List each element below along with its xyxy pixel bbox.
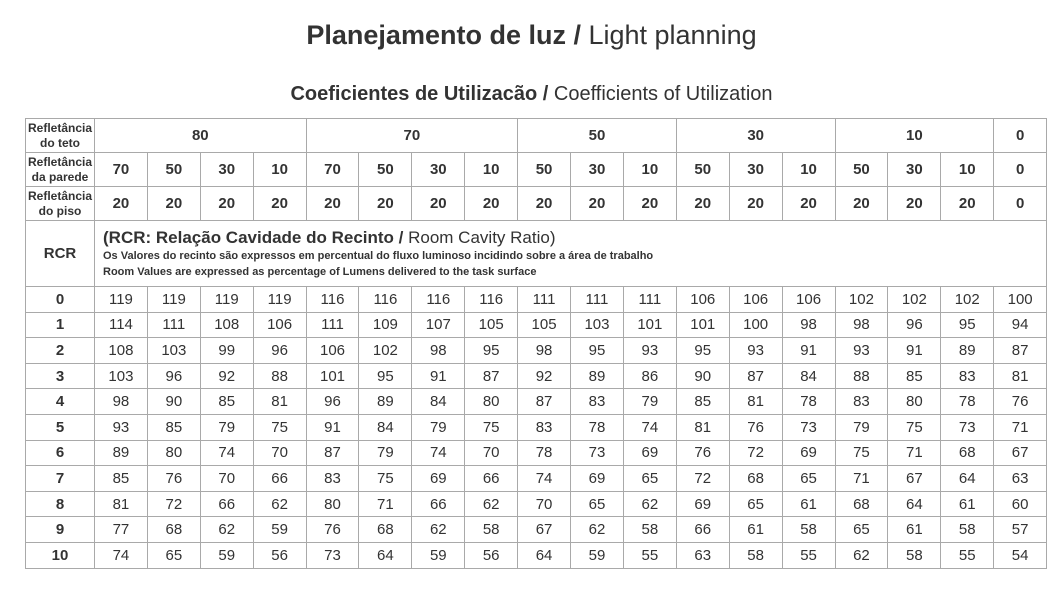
table-cell: 101	[676, 312, 729, 338]
table-cell: 116	[412, 287, 465, 313]
table-cell: 69	[676, 491, 729, 517]
floor-value: 20	[359, 187, 412, 221]
table-cell: 79	[835, 414, 888, 440]
floor-reflectance-row	[26, 187, 1047, 221]
ceiling-value: 80	[95, 119, 307, 153]
table-cell: 103	[571, 312, 624, 338]
table-cell: 77	[95, 517, 148, 543]
wall-value: 50	[518, 153, 571, 187]
table-cell: 58	[782, 517, 835, 543]
table-cell: 111	[147, 312, 200, 338]
table-cell: 109	[359, 312, 412, 338]
floor-value: 0	[994, 187, 1047, 221]
table-cell: 74	[95, 542, 148, 568]
table-cell: 70	[200, 466, 253, 492]
table-cell: 66	[412, 491, 465, 517]
ceiling-value: 10	[835, 119, 994, 153]
table-cell: 66	[465, 466, 518, 492]
table-cell: 73	[941, 414, 994, 440]
table-cell: 102	[359, 338, 412, 364]
table-cell: 80	[465, 389, 518, 415]
floor-value: 20	[623, 187, 676, 221]
wall-value: 50	[835, 153, 888, 187]
table-cell: 93	[623, 338, 676, 364]
table-cell: 73	[782, 414, 835, 440]
wall-value: 0	[994, 153, 1047, 187]
ceiling-value: 30	[676, 119, 835, 153]
table-cell: 87	[994, 338, 1047, 364]
rcr-row-label: 8	[26, 491, 95, 517]
rcr-header-row	[26, 221, 1047, 287]
wall-value: 70	[95, 153, 148, 187]
table-cell: 98	[95, 389, 148, 415]
table-cell: 74	[412, 440, 465, 466]
table-cell: 71	[994, 414, 1047, 440]
table-cell: 65	[782, 466, 835, 492]
table-cell: 58	[465, 517, 518, 543]
table-cell: 55	[941, 542, 994, 568]
table-row	[26, 517, 1047, 543]
table-cell: 83	[571, 389, 624, 415]
floor-value: 20	[306, 187, 359, 221]
coefficients-table	[25, 118, 1047, 569]
ceiling-value: 70	[306, 119, 518, 153]
table-cell: 68	[941, 440, 994, 466]
table-cell: 106	[782, 287, 835, 313]
rcr-row-label: 1	[26, 312, 95, 338]
table-cell: 66	[200, 491, 253, 517]
table-cell: 102	[888, 287, 941, 313]
table-cell: 111	[623, 287, 676, 313]
table-cell: 79	[359, 440, 412, 466]
table-cell: 61	[941, 491, 994, 517]
table-cell: 62	[623, 491, 676, 517]
floor-value: 20	[200, 187, 253, 221]
table-cell: 98	[518, 338, 571, 364]
table-cell: 75	[359, 466, 412, 492]
table-cell: 116	[359, 287, 412, 313]
floor-value: 20	[888, 187, 941, 221]
rcr-description	[95, 221, 1047, 287]
table-cell: 75	[465, 414, 518, 440]
table-cell: 87	[518, 389, 571, 415]
table-cell: 95	[941, 312, 994, 338]
table-cell: 88	[835, 363, 888, 389]
table-cell: 106	[729, 287, 782, 313]
table-cell: 106	[253, 312, 306, 338]
table-cell: 79	[412, 414, 465, 440]
table-cell: 74	[200, 440, 253, 466]
table-cell: 103	[147, 338, 200, 364]
table-cell: 84	[412, 389, 465, 415]
table-cell: 78	[571, 414, 624, 440]
table-cell: 75	[253, 414, 306, 440]
table-cell: 61	[729, 517, 782, 543]
rcr-row-label: 2	[26, 338, 95, 364]
table-cell: 59	[200, 542, 253, 568]
rcr-row-label: 3	[26, 363, 95, 389]
table-cell: 75	[835, 440, 888, 466]
table-cell: 90	[676, 363, 729, 389]
table-cell: 100	[994, 287, 1047, 313]
table-cell: 107	[412, 312, 465, 338]
table-cell: 98	[835, 312, 888, 338]
table-cell: 101	[306, 363, 359, 389]
ceiling-value: 0	[994, 119, 1047, 153]
table-cell: 98	[782, 312, 835, 338]
table-cell: 62	[253, 491, 306, 517]
table-cell: 68	[835, 491, 888, 517]
table-cell: 86	[623, 363, 676, 389]
rcr-row-label: 0	[26, 287, 95, 313]
table-cell: 57	[994, 517, 1047, 543]
table-cell: 61	[888, 517, 941, 543]
rcr-heading-normal: Room Cavity Ratio)	[403, 228, 556, 247]
table-cell: 56	[253, 542, 306, 568]
table-cell: 62	[571, 517, 624, 543]
wall-value: 50	[359, 153, 412, 187]
table-cell: 106	[306, 338, 359, 364]
floor-value: 20	[253, 187, 306, 221]
table-cell: 67	[518, 517, 571, 543]
wall-value: 10	[623, 153, 676, 187]
table-cell: 85	[888, 363, 941, 389]
table-cell: 68	[729, 466, 782, 492]
wall-value: 30	[412, 153, 465, 187]
table-cell: 55	[623, 542, 676, 568]
table-cell: 78	[518, 440, 571, 466]
table-cell: 66	[676, 517, 729, 543]
table-cell: 87	[306, 440, 359, 466]
table-row	[26, 414, 1047, 440]
table-cell: 114	[95, 312, 148, 338]
table-cell: 65	[147, 542, 200, 568]
table-cell: 69	[782, 440, 835, 466]
table-cell: 54	[994, 542, 1047, 568]
table-cell: 73	[571, 440, 624, 466]
table-cell: 63	[676, 542, 729, 568]
floor-value: 20	[465, 187, 518, 221]
table-cell: 68	[359, 517, 412, 543]
table-cell: 66	[253, 466, 306, 492]
table-cell: 69	[571, 466, 624, 492]
table-cell: 70	[465, 440, 518, 466]
table-cell: 83	[518, 414, 571, 440]
table-cell: 61	[782, 491, 835, 517]
table-row	[26, 440, 1047, 466]
table-cell: 64	[888, 491, 941, 517]
page-subtitle	[0, 80, 1063, 108]
table-cell: 90	[147, 389, 200, 415]
wall-value: 50	[676, 153, 729, 187]
table-cell: 101	[623, 312, 676, 338]
table-cell: 105	[518, 312, 571, 338]
table-cell: 119	[253, 287, 306, 313]
table-cell: 73	[306, 542, 359, 568]
table-row	[26, 389, 1047, 415]
table-cell: 85	[676, 389, 729, 415]
table-cell: 64	[518, 542, 571, 568]
table-cell: 71	[835, 466, 888, 492]
table-cell: 93	[835, 338, 888, 364]
table-cell: 85	[147, 414, 200, 440]
table-cell: 91	[888, 338, 941, 364]
wall-value: 50	[147, 153, 200, 187]
table-cell: 83	[835, 389, 888, 415]
title-bold: Planejamento de luz /	[306, 20, 581, 50]
table-cell: 76	[729, 414, 782, 440]
table-cell: 103	[95, 363, 148, 389]
floor-reflectance-label: Refletância do piso	[26, 187, 95, 221]
table-cell: 87	[465, 363, 518, 389]
table-cell: 59	[412, 542, 465, 568]
table-cell: 85	[200, 389, 253, 415]
subtitle-normal: Coefficients of Utilization	[548, 83, 773, 105]
table-cell: 78	[782, 389, 835, 415]
table-cell: 62	[412, 517, 465, 543]
wall-value: 10	[465, 153, 518, 187]
table-cell: 80	[306, 491, 359, 517]
table-cell: 111	[518, 287, 571, 313]
rcr-row-label: 9	[26, 517, 95, 543]
table-row	[26, 542, 1047, 568]
table-cell: 108	[95, 338, 148, 364]
table-cell: 59	[571, 542, 624, 568]
table-cell: 95	[359, 363, 412, 389]
table-cell: 71	[359, 491, 412, 517]
table-cell: 106	[676, 287, 729, 313]
table-cell: 81	[95, 491, 148, 517]
table-cell: 68	[147, 517, 200, 543]
wall-value: 30	[571, 153, 624, 187]
wall-reflectance-label: Refletância da parede	[26, 153, 95, 187]
table-cell: 72	[729, 440, 782, 466]
table-cell: 119	[95, 287, 148, 313]
table-cell: 87	[729, 363, 782, 389]
table-cell: 96	[147, 363, 200, 389]
floor-value: 20	[412, 187, 465, 221]
table-row	[26, 312, 1047, 338]
table-cell: 89	[359, 389, 412, 415]
wall-value: 30	[729, 153, 782, 187]
ceiling-value: 50	[518, 119, 677, 153]
wall-value: 10	[941, 153, 994, 187]
table-cell: 96	[888, 312, 941, 338]
table-row	[26, 338, 1047, 364]
table-cell: 56	[465, 542, 518, 568]
rcr-row-label: 5	[26, 414, 95, 440]
table-cell: 72	[676, 466, 729, 492]
table-cell: 91	[306, 414, 359, 440]
table-cell: 62	[200, 517, 253, 543]
table-cell: 119	[147, 287, 200, 313]
table-cell: 69	[412, 466, 465, 492]
table-cell: 102	[835, 287, 888, 313]
table-cell: 76	[147, 466, 200, 492]
table-cell: 72	[147, 491, 200, 517]
table-cell: 105	[465, 312, 518, 338]
ceiling-reflectance-label: Refletância do teto	[26, 119, 95, 153]
rcr-row-label: 4	[26, 389, 95, 415]
table-cell: 91	[782, 338, 835, 364]
table-row	[26, 363, 1047, 389]
rcr-label: RCR	[26, 221, 95, 287]
floor-value: 20	[571, 187, 624, 221]
table-cell: 95	[571, 338, 624, 364]
table-cell: 79	[623, 389, 676, 415]
table-cell: 93	[729, 338, 782, 364]
table-row	[26, 466, 1047, 492]
table-cell: 81	[253, 389, 306, 415]
table-cell: 67	[888, 466, 941, 492]
table-cell: 67	[994, 440, 1047, 466]
table-cell: 98	[412, 338, 465, 364]
floor-value: 20	[941, 187, 994, 221]
floor-value: 20	[676, 187, 729, 221]
table-cell: 81	[729, 389, 782, 415]
wall-value: 30	[200, 153, 253, 187]
table-cell: 116	[306, 287, 359, 313]
table-cell: 76	[676, 440, 729, 466]
rcr-row-label: 6	[26, 440, 95, 466]
table-cell: 95	[676, 338, 729, 364]
rcr-note-en: Room Values are expressed as percentage of Lumens delivered to the task surface	[103, 266, 537, 278]
table-row	[26, 491, 1047, 517]
table-cell: 108	[200, 312, 253, 338]
table-cell: 102	[941, 287, 994, 313]
table-cell: 75	[888, 414, 941, 440]
table-cell: 60	[994, 491, 1047, 517]
wall-reflectance-row	[26, 153, 1047, 187]
table-cell: 76	[306, 517, 359, 543]
table-cell: 69	[623, 440, 676, 466]
table-cell: 80	[888, 389, 941, 415]
rcr-heading-bold: (RCR: Relação Cavidade do Recinto /	[103, 228, 404, 247]
wall-value: 10	[782, 153, 835, 187]
floor-value: 20	[95, 187, 148, 221]
table-cell: 100	[729, 312, 782, 338]
subtitle-bold: Coeficientes de Utilizacão /	[290, 83, 549, 105]
table-cell: 111	[306, 312, 359, 338]
table-row	[26, 287, 1047, 313]
table-cell: 99	[200, 338, 253, 364]
table-cell: 92	[200, 363, 253, 389]
table-cell: 78	[941, 389, 994, 415]
wall-value: 10	[253, 153, 306, 187]
floor-value: 20	[729, 187, 782, 221]
wall-value: 70	[306, 153, 359, 187]
table-cell: 81	[676, 414, 729, 440]
table-cell: 76	[994, 389, 1047, 415]
table-cell: 62	[465, 491, 518, 517]
table-cell: 83	[306, 466, 359, 492]
table-cell: 58	[888, 542, 941, 568]
table-cell: 93	[95, 414, 148, 440]
table-cell: 65	[623, 466, 676, 492]
table-cell: 111	[571, 287, 624, 313]
wall-value: 30	[888, 153, 941, 187]
table-cell: 94	[994, 312, 1047, 338]
table-cell: 65	[571, 491, 624, 517]
rcr-row-label: 7	[26, 466, 95, 492]
table-cell: 91	[412, 363, 465, 389]
table-cell: 74	[518, 466, 571, 492]
table-cell: 89	[571, 363, 624, 389]
table-cell: 58	[941, 517, 994, 543]
rcr-heading	[103, 227, 1046, 248]
table-cell: 84	[359, 414, 412, 440]
table-cell: 85	[95, 466, 148, 492]
table-cell: 62	[835, 542, 888, 568]
table-cell: 55	[782, 542, 835, 568]
table-cell: 89	[941, 338, 994, 364]
table-cell: 92	[518, 363, 571, 389]
table-cell: 71	[888, 440, 941, 466]
rcr-row-label: 10	[26, 542, 95, 568]
table-cell: 74	[623, 414, 676, 440]
table-cell: 96	[253, 338, 306, 364]
table-cell: 70	[253, 440, 306, 466]
table-cell: 63	[994, 466, 1047, 492]
floor-value: 20	[782, 187, 835, 221]
ceiling-reflectance-row	[26, 119, 1047, 153]
table-cell: 65	[729, 491, 782, 517]
table-cell: 58	[623, 517, 676, 543]
table-cell: 64	[359, 542, 412, 568]
table-cell: 70	[518, 491, 571, 517]
table-cell: 84	[782, 363, 835, 389]
table-cell: 81	[994, 363, 1047, 389]
page-title	[0, 17, 1063, 53]
table-cell: 79	[200, 414, 253, 440]
table-cell: 65	[835, 517, 888, 543]
table-cell: 116	[465, 287, 518, 313]
floor-value: 20	[518, 187, 571, 221]
table-cell: 119	[200, 287, 253, 313]
floor-value: 20	[835, 187, 888, 221]
floor-value: 20	[147, 187, 200, 221]
table-cell: 58	[729, 542, 782, 568]
table-cell: 80	[147, 440, 200, 466]
table-cell: 88	[253, 363, 306, 389]
table-cell: 83	[941, 363, 994, 389]
title-normal: Light planning	[580, 20, 757, 50]
table-cell: 96	[306, 389, 359, 415]
table-cell: 59	[253, 517, 306, 543]
table-cell: 89	[95, 440, 148, 466]
rcr-note-pt: Os Valores do recinto são expressos em percentual do fluxo luminoso incidindo sobre a área de trabalho	[103, 250, 654, 262]
table-cell: 64	[941, 466, 994, 492]
table-cell: 95	[465, 338, 518, 364]
